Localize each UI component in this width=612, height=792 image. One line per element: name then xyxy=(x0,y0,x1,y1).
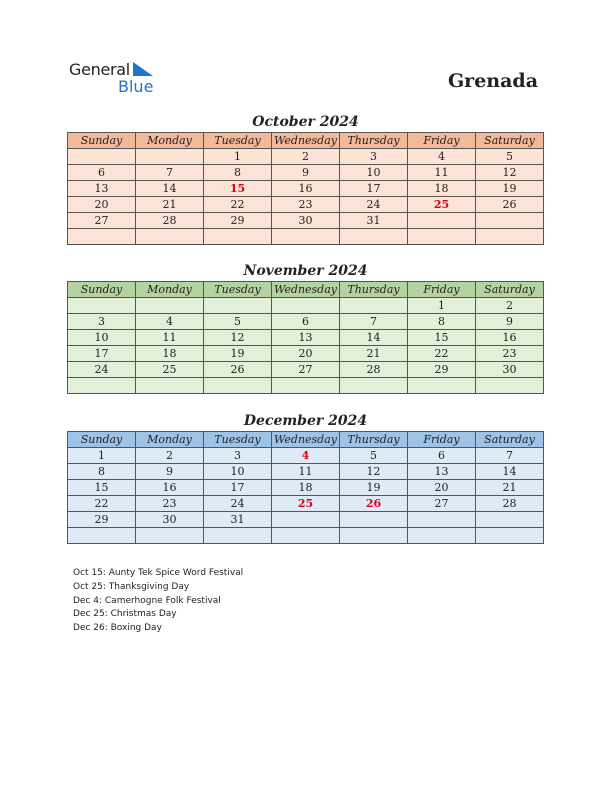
day-cell: 5 xyxy=(340,448,408,464)
day-cell xyxy=(476,229,544,245)
day-cell: 16 xyxy=(476,330,544,346)
day-cell: 22 xyxy=(204,197,272,213)
weekday-header: Sunday xyxy=(68,282,136,298)
day-cell: 19 xyxy=(476,181,544,197)
day-cell: 31 xyxy=(340,213,408,229)
day-cell: 2 xyxy=(136,448,204,464)
weekday-header: Saturday xyxy=(476,133,544,149)
day-cell xyxy=(68,528,136,544)
day-cell: 16 xyxy=(136,480,204,496)
day-cell: 27 xyxy=(272,362,340,378)
day-cell: 30 xyxy=(272,213,340,229)
day-cell: 30 xyxy=(476,362,544,378)
day-cell xyxy=(204,298,272,314)
day-cell: 11 xyxy=(408,165,476,181)
day-cell: 18 xyxy=(136,346,204,362)
week-row xyxy=(68,197,544,213)
week-row xyxy=(68,362,544,378)
week-row xyxy=(68,213,544,229)
week-row xyxy=(68,346,544,362)
calendar-body xyxy=(68,298,544,394)
weekday-header: Wednesday xyxy=(272,432,340,448)
day-cell xyxy=(68,298,136,314)
logo-word-general: General xyxy=(69,60,130,79)
weekday-header: Wednesday xyxy=(272,133,340,149)
day-cell: 14 xyxy=(340,330,408,346)
day-cell: 29 xyxy=(204,213,272,229)
weekday-header-row xyxy=(68,432,544,448)
day-cell: 13 xyxy=(408,464,476,480)
day-cell: 26 xyxy=(476,197,544,213)
weekday-header: Monday xyxy=(136,133,204,149)
day-cell xyxy=(340,378,408,394)
holiday-notes xyxy=(73,567,243,636)
week-row xyxy=(68,378,544,394)
week-row xyxy=(68,165,544,181)
day-cell: 11 xyxy=(136,330,204,346)
logo-word-blue: Blue xyxy=(118,77,154,96)
day-cell: 29 xyxy=(68,512,136,528)
day-cell: 26 xyxy=(204,362,272,378)
day-cell: 9 xyxy=(476,314,544,330)
day-cell: 4 xyxy=(408,149,476,165)
country-name: Grenada xyxy=(447,70,538,92)
weekday-header: Wednesday xyxy=(272,282,340,298)
day-cell: 15 xyxy=(204,181,272,197)
day-cell: 10 xyxy=(204,464,272,480)
day-cell xyxy=(272,229,340,245)
day-cell: 25 xyxy=(136,362,204,378)
day-cell: 6 xyxy=(408,448,476,464)
day-cell: 13 xyxy=(68,181,136,197)
month-november xyxy=(67,261,544,394)
day-cell: 12 xyxy=(204,330,272,346)
week-row xyxy=(68,512,544,528)
weekday-header-row xyxy=(68,133,544,149)
day-cell: 4 xyxy=(272,448,340,464)
day-cell: 4 xyxy=(136,314,204,330)
week-row xyxy=(68,149,544,165)
day-cell: 28 xyxy=(136,213,204,229)
week-row xyxy=(68,314,544,330)
day-cell xyxy=(136,149,204,165)
day-cell xyxy=(408,229,476,245)
day-cell xyxy=(340,512,408,528)
week-row xyxy=(68,480,544,496)
day-cell: 8 xyxy=(408,314,476,330)
month-december xyxy=(67,411,544,544)
day-cell: 3 xyxy=(204,448,272,464)
day-cell: 24 xyxy=(340,197,408,213)
day-cell xyxy=(272,512,340,528)
day-cell: 10 xyxy=(68,330,136,346)
weekday-header: Monday xyxy=(136,282,204,298)
day-cell xyxy=(68,149,136,165)
day-cell: 1 xyxy=(204,149,272,165)
day-cell: 2 xyxy=(272,149,340,165)
weekday-header: Tuesday xyxy=(204,282,272,298)
calendar-grid xyxy=(67,281,544,394)
day-cell: 17 xyxy=(68,346,136,362)
weekday-header: Sunday xyxy=(68,432,136,448)
day-cell xyxy=(136,229,204,245)
day-cell: 31 xyxy=(204,512,272,528)
day-cell: 20 xyxy=(272,346,340,362)
weekday-header: Friday xyxy=(408,133,476,149)
day-cell: 21 xyxy=(476,480,544,496)
day-cell xyxy=(340,229,408,245)
day-cell: 23 xyxy=(136,496,204,512)
day-cell: 15 xyxy=(408,330,476,346)
weekday-header: Tuesday xyxy=(204,133,272,149)
weekday-header: Saturday xyxy=(476,432,544,448)
day-cell: 24 xyxy=(204,496,272,512)
day-cell: 13 xyxy=(272,330,340,346)
week-row xyxy=(68,496,544,512)
holiday-note: Oct 15: Aunty Tek Spice Word Festival xyxy=(73,568,244,578)
holiday-note: Oct 25: Thanksgiving Day xyxy=(73,581,190,592)
day-cell: 25 xyxy=(272,496,340,512)
day-cell: 30 xyxy=(136,512,204,528)
weekday-header: Monday xyxy=(136,432,204,448)
day-cell: 19 xyxy=(204,346,272,362)
day-cell: 17 xyxy=(340,181,408,197)
calendar-grid xyxy=(67,431,544,544)
day-cell: 14 xyxy=(136,181,204,197)
day-cell: 18 xyxy=(272,480,340,496)
day-cell: 8 xyxy=(68,464,136,480)
month-title: October 2024 xyxy=(252,114,359,130)
day-cell: 7 xyxy=(340,314,408,330)
day-cell: 25 xyxy=(408,197,476,213)
weekday-header: Tuesday xyxy=(204,432,272,448)
day-cell: 20 xyxy=(408,480,476,496)
calendar-grid xyxy=(67,132,544,245)
day-cell xyxy=(272,528,340,544)
day-cell: 1 xyxy=(408,298,476,314)
weekday-header: Sunday xyxy=(68,133,136,149)
holiday-note: Dec 26: Boxing Day xyxy=(73,623,162,634)
day-cell: 5 xyxy=(476,149,544,165)
day-cell: 18 xyxy=(408,181,476,197)
day-cell: 19 xyxy=(340,480,408,496)
month-october xyxy=(67,112,544,245)
day-cell: 28 xyxy=(476,496,544,512)
day-cell xyxy=(408,213,476,229)
day-cell: 14 xyxy=(476,464,544,480)
logo-triangle-icon xyxy=(133,62,153,78)
weekday-header-row xyxy=(68,282,544,298)
day-cell xyxy=(204,528,272,544)
weekday-header: Thursday xyxy=(340,133,408,149)
day-cell: 26 xyxy=(340,496,408,512)
weekday-header: Saturday xyxy=(476,282,544,298)
day-cell: 27 xyxy=(408,496,476,512)
day-cell: 23 xyxy=(272,197,340,213)
holiday-note: Dec 4: Camerhogne Folk Festival xyxy=(73,595,221,606)
day-cell: 27 xyxy=(68,213,136,229)
day-cell: 8 xyxy=(204,165,272,181)
day-cell xyxy=(68,378,136,394)
weekday-header: Thursday xyxy=(340,282,408,298)
day-cell: 29 xyxy=(408,362,476,378)
month-title: November 2024 xyxy=(243,263,368,279)
day-cell: 6 xyxy=(272,314,340,330)
day-cell: 28 xyxy=(340,362,408,378)
week-row xyxy=(68,330,544,346)
week-row xyxy=(68,181,544,197)
day-cell xyxy=(476,512,544,528)
week-row xyxy=(68,298,544,314)
day-cell xyxy=(476,213,544,229)
day-cell: 7 xyxy=(476,448,544,464)
day-cell xyxy=(340,528,408,544)
day-cell: 12 xyxy=(476,165,544,181)
week-row xyxy=(68,448,544,464)
week-row xyxy=(68,464,544,480)
day-cell: 9 xyxy=(272,165,340,181)
day-cell: 16 xyxy=(272,181,340,197)
day-cell: 9 xyxy=(136,464,204,480)
day-cell: 6 xyxy=(68,165,136,181)
holiday-note: Dec 25: Christmas Day xyxy=(73,609,177,620)
day-cell xyxy=(272,298,340,314)
day-cell: 22 xyxy=(408,346,476,362)
day-cell xyxy=(204,229,272,245)
weekday-header: Thursday xyxy=(340,432,408,448)
day-cell xyxy=(136,298,204,314)
day-cell xyxy=(408,528,476,544)
day-cell: 21 xyxy=(136,197,204,213)
day-cell: 12 xyxy=(340,464,408,480)
calendar-body xyxy=(68,149,544,245)
generalblue-logo xyxy=(69,60,169,96)
weekday-header: Friday xyxy=(408,432,476,448)
calendar-body xyxy=(68,448,544,544)
day-cell xyxy=(272,378,340,394)
week-row xyxy=(68,528,544,544)
day-cell xyxy=(68,229,136,245)
day-cell xyxy=(136,378,204,394)
day-cell xyxy=(408,378,476,394)
day-cell: 20 xyxy=(68,197,136,213)
day-cell: 24 xyxy=(68,362,136,378)
day-cell: 15 xyxy=(68,480,136,496)
day-cell: 10 xyxy=(340,165,408,181)
day-cell: 23 xyxy=(476,346,544,362)
month-title: December 2024 xyxy=(243,413,368,429)
day-cell: 3 xyxy=(340,149,408,165)
day-cell: 21 xyxy=(340,346,408,362)
day-cell: 7 xyxy=(136,165,204,181)
day-cell: 17 xyxy=(204,480,272,496)
day-cell: 22 xyxy=(68,496,136,512)
day-cell: 1 xyxy=(68,448,136,464)
day-cell: 5 xyxy=(204,314,272,330)
day-cell xyxy=(408,512,476,528)
day-cell xyxy=(476,378,544,394)
day-cell xyxy=(476,528,544,544)
day-cell xyxy=(340,298,408,314)
weekday-header: Friday xyxy=(408,282,476,298)
day-cell: 11 xyxy=(272,464,340,480)
week-row xyxy=(68,229,544,245)
day-cell: 2 xyxy=(476,298,544,314)
day-cell xyxy=(136,528,204,544)
day-cell: 3 xyxy=(68,314,136,330)
day-cell xyxy=(204,378,272,394)
